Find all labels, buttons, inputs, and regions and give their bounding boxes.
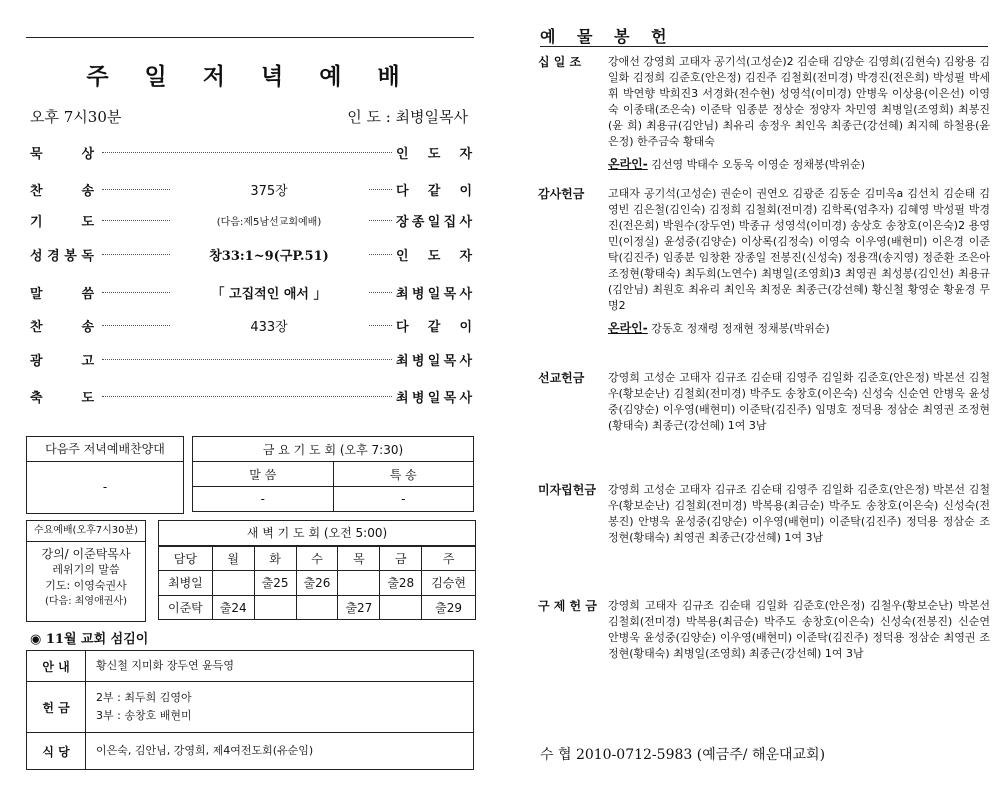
order-label: 축 도	[30, 391, 94, 406]
dawn-passage	[380, 595, 422, 619]
offering-category: 미자립헌금	[538, 483, 596, 497]
order-person: 장 종 일 집 사	[396, 215, 472, 230]
order-detail: 창33:1~9(구P.51)	[170, 245, 368, 264]
order-person: 다 같 이	[396, 184, 472, 199]
dawn-passage: 출27	[338, 595, 380, 619]
servants-table	[26, 650, 474, 770]
wednesday-service-box	[26, 520, 146, 622]
dawn-col-header: 금	[380, 547, 422, 571]
order-label: 성 경 봉 독	[30, 249, 94, 264]
order-label: 찬 송	[30, 184, 94, 199]
dawn-col-header: 목	[338, 547, 380, 571]
dawn-col-header: 월	[212, 547, 254, 571]
servant-names	[86, 682, 474, 733]
dawn-passage	[338, 571, 380, 595]
online-names: 김선영 박태수 오동욱 이영순 정채봉(박위순)	[647, 158, 866, 171]
order-person: 최 병 일 목 사	[396, 391, 472, 406]
servant-line: 3부 : 송창호 배현미	[96, 709, 192, 722]
order-label: 찬 송	[30, 320, 94, 335]
top-rule	[26, 37, 474, 38]
offering-names: 강애선 강영희 고태자 공기석(고성순)2 김순태 김양순 김영희(김현숙) 김왕용 김일화 김정희 김준호(안은정) 김진주 김철회(전미경) 박경진(전은희) 박성필 박세휘 박연향 박희진3 서경화(전수현) 성영석(이미경) 안병욱 이상용(이은선) 이영숙 이종태(조은숙) 이준탁 임종분 정상순 정양자 차민영 최병일(조영희) 최봉진(윤 희) 최용규(김안님) 최유리 송정우 최인옥 최종근(강선혜) 최지혜 하철용(윤은정) 한주금숙 황태숙	[608, 55, 990, 148]
dawn-passage: 출29	[422, 595, 476, 619]
order-row	[30, 387, 472, 407]
friday-col-special: 특 송	[333, 462, 474, 487]
dawn-passage	[296, 595, 338, 619]
offering-title: 예 물 봉 헌	[540, 27, 675, 46]
servant-role: 헌 금	[27, 682, 86, 733]
offering-category: 선교헌금	[538, 371, 585, 385]
next-choir-header: 다음주 저녁예배찬양대	[27, 437, 183, 462]
dawn-col-header: 주	[422, 547, 476, 571]
dawn-leader: 최병일	[159, 571, 213, 595]
offering-names: 고태자 공기석(고성순) 권순이 권연오 김광준 김동순 김미옥a 김선치 김순태 김영빈 김은철(김인숙) 김정희 김철회(전미경) 김학록(엄추자) 김혜영 박성필 박경진(전은희) 박원수(장두연) 박종규 성영석(이미경) 송상호 송창호(이은숙)2 용영민(이정실) 윤성중(김양순) 이상록(김정숙) 이영숙 이우영(배현미) 이은경 이준탁(김진주) 임종분 임창환 장종일 전봉진(신성숙) 정용객(송지영) 정준환 조은아 조정현(황태숙) 최두희(노연수) 최병일(조영희)3 최영권 최성봉(김인선) 최용규(김안님) 최원호 최유리 최인옥 최정운 최종근(강선혜) 황신철 황영순 황윤경 무명2	[608, 187, 990, 312]
friday-val-sermon: -	[193, 487, 334, 512]
order-detail: 375장	[170, 180, 368, 199]
dawn-passage: 출24	[212, 595, 254, 619]
order-label: 말 씀	[30, 287, 94, 302]
servant-names	[86, 733, 474, 770]
friday-prayer-table	[192, 436, 474, 512]
servant-names	[86, 651, 474, 682]
offering-category: 감사헌금	[538, 187, 585, 201]
offering-names: 강영희 고성순 고태자 김규조 김순태 김영주 김일화 김준호(안은정) 박본선 김철우(황보순난) 김철회(전미경) 박복용(최금순) 박주도 송창호(이은숙) 신성숙(전봉진) 안병욱 윤성중(김양순) 이우영(배현미) 이준탁(김진주) 정덕용 정삼순 조정현(황태숙) 최영권 최종근(강선혜) 1여 3남	[608, 483, 990, 544]
order-row	[30, 180, 472, 200]
wednesday-topic: 레위기의 말씀	[52, 563, 120, 576]
order-person: 최 병 일 목 사	[396, 287, 472, 302]
offering-names-block	[608, 598, 990, 662]
bank-account: 수 협 2010-0712-5983 (예금주/ 해운대교회)	[540, 747, 826, 763]
offering-rule	[540, 46, 988, 47]
online-offering	[608, 320, 990, 337]
servant-line: 황신철 지미화 장두연 윤득영	[96, 659, 235, 672]
dawn-leader: 이준탁	[159, 595, 213, 619]
offering-names-block	[608, 482, 990, 546]
service-leader: 인 도 : 최병일목사	[347, 108, 468, 126]
wednesday-prayer: 기도: 이영숙권사	[45, 579, 127, 592]
dawn-col-header: 담당	[159, 547, 213, 571]
dawn-passage: 김승현	[422, 571, 476, 595]
order-person: 최 병 일 목 사	[396, 354, 472, 369]
dawn-passage: 출26	[296, 571, 338, 595]
servant-row	[27, 733, 474, 770]
wednesday-lecturer: 강의/ 이준탁목사	[41, 547, 131, 561]
service-time: 오후 7시30분	[30, 108, 122, 126]
order-person: 인 도 자	[396, 147, 472, 162]
next-choir-value: -	[102, 480, 108, 494]
friday-val-special: -	[333, 487, 474, 512]
dawn-passage	[254, 595, 296, 619]
offering-category: 구 제 헌 금	[538, 599, 597, 613]
order-label: 광 고	[30, 354, 94, 369]
order-detail: 「 고집적인 애서 」	[170, 283, 368, 302]
offering-category: 십 일 조	[538, 55, 582, 69]
servant-line: 이은숙, 김안님, 강영희, 제4여전도회(유순임)	[96, 744, 314, 757]
dawn-passage: 출25	[254, 571, 296, 595]
dawn-passage	[212, 571, 254, 595]
dawn-col-header: 화	[254, 547, 296, 571]
dotted-leader	[102, 396, 392, 397]
online-label: 온라인-	[608, 321, 648, 335]
dawn-row	[159, 595, 476, 619]
dawn-passage: 출28	[380, 571, 422, 595]
order-row	[30, 143, 472, 163]
next-choir-box	[26, 436, 184, 514]
dawn-prayer-header: 새 벽 기 도 회 (오전 5:00)	[158, 520, 476, 546]
order-row	[30, 283, 472, 303]
offering-names-block	[608, 54, 990, 173]
order-detail: (다음:제5남선교회예배)	[170, 213, 368, 228]
offering-names-block	[608, 186, 990, 337]
servant-role: 안 내	[27, 651, 86, 682]
friday-prayer-header: 금 요 기 도 회 (오후 7:30)	[193, 437, 474, 462]
dawn-col-header: 수	[296, 547, 338, 571]
servant-row	[27, 651, 474, 682]
page-title: 주 일 저 녁 예 배	[86, 63, 414, 90]
order-detail: 433장	[170, 316, 368, 335]
dawn-prayer-table	[158, 546, 476, 620]
online-label: 온라인-	[608, 157, 648, 171]
order-label: 묵 상	[30, 147, 94, 162]
offering-names: 강영희 고태자 김규조 김순태 김일화 김준호(안은정) 김철우(황보순난) 박본선 김철회(전미경) 박복용(최금순) 박주도 송창호(이은숙) 신성숙(전봉진) 신순연 안병욱 윤성중(김양순) 이우영(배현미) 이준탁(김진주) 정덕용 정삼순 최영권 조정현(황태숙) 최병일(조영희) 최종근(강선혜) 1여 3남	[608, 599, 990, 660]
order-person: 다 같 이	[396, 320, 472, 335]
offering-names-block	[608, 370, 990, 434]
servant-row	[27, 682, 474, 733]
order-row	[30, 245, 472, 265]
wednesday-next: (다음: 최영애권사)	[45, 596, 127, 607]
servants-title: ◉ 11월 교회 섬김이	[30, 632, 149, 647]
order-row	[30, 211, 472, 231]
order-row	[30, 350, 472, 370]
wednesday-header: 수요예배(오후7시30분)	[27, 521, 145, 542]
online-offering	[608, 156, 990, 173]
order-person: 인 도 자	[396, 249, 472, 264]
servant-role: 식 당	[27, 733, 86, 770]
order-label: 기 도	[30, 215, 94, 230]
servant-line: 2부 : 최두희 김영아	[96, 691, 192, 704]
online-names: 강동호 정재령 정재현 정채봉(박위순)	[647, 322, 830, 335]
dotted-leader	[102, 152, 392, 153]
order-row	[30, 316, 472, 336]
offering-names: 강영희 고성순 고태자 김규조 김순태 김영주 김일화 김준호(안은정) 박본선 김철우(황보순난) 김철회(전미경) 박주도 송창호(이은숙) 신성숙 신순연 안병욱 윤성중(김양순) 이우영(배현미) 이준탁(김진주) 임명호 정덕용 정삼순 최영권 조정현(황태숙) 최종근(강선혜) 1여 3남	[608, 371, 990, 432]
dawn-row	[159, 571, 476, 595]
dotted-leader	[102, 359, 392, 360]
friday-col-sermon: 말 씀	[193, 462, 334, 487]
